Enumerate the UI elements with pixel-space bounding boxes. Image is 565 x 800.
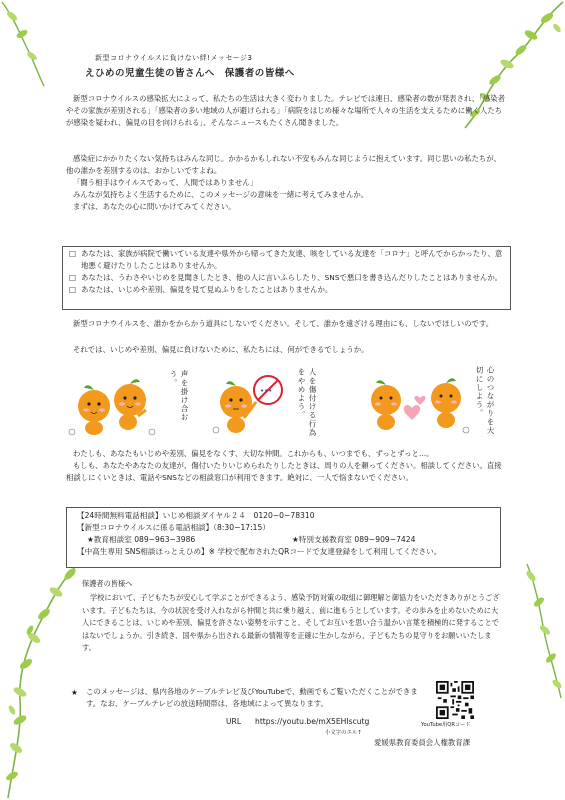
footer-star-icon: ★ [71,688,78,697]
issuer-name: 愛媛県教育委員会人権教育課 [374,738,471,747]
illustration-caption-3: 心のつながりを大切にしよう。 [475,366,495,435]
svg-text:•••: ••• [260,387,273,395]
youtube-url-link[interactable]: https://youtu.be/mX5EHIscutg [255,717,370,726]
check-item [69,272,504,284]
intro-paragraph-1: 新型コロナウイルスの感染拡大によって、私たちの生活は大きく変わりました。テレビでは連日、感染者の数が発表され、「感染者やその家族が差別される」「感染者の多い地域の人が避けられる」「病院をはじめ様々な場所で人々の生活を支えるために働く人たちが感染を疑われ、偏見の目を向けられる」、そんなニュースもたくさん聞きました。 [66,94,506,127]
mascot-pair-illustration-3 [362,368,472,440]
check-item-text: あなたは、家族が病院で働いている友達や県外から帰ってきた友達、咳をしている友達を「コロナ」と呼んでからかったり、意地悪く避けたりしたことはありませんか。 [81,249,503,270]
hotline-sns: 【中高生専用 SNS相談ほっとえひめ】※ 学校で配布されたQRコードで友達登録をして利用してください。 [77,546,442,556]
intro-paragraph-4: まずは、あなたの心に問いかけてみてください。 [73,202,236,211]
url-label: URL [226,717,242,726]
hotline-education-consultation: ★教育相談室 089−963−3986 [87,534,196,544]
hotline-covid: 【新型コロナウイルスに係る電話相談】（8:30−17:15） [77,522,270,532]
vine-top-left-decoration [0,0,70,90]
intro-paragraph-3: みんなが気持ちよく生活するために、このメッセージの意味を一緒に考えてみませんか。 [73,190,369,199]
self-check-panel [62,246,511,310]
mascot-pair-illustration-1 [64,370,164,440]
closing-paragraph-1: わたしも、あなたもいじめや差別、偏見をなくす、大切な仲間。これからも、いつまでも、ずっとずっと…。 [73,449,434,458]
hotline-panel [66,507,501,568]
closing-paragraph-2: もしも、あなたやあなたの友達が、傷付いたりいじめられたりしたときは、周りの人を頼ってください。相談してください。直接相談しにくいときは、電話やSNSなどの相談窓口が利用できます。絶対に、一人で悩まないでください。 [66,461,502,482]
vine-bottom-left-decoration [0,560,90,800]
checkbox-icon: □ [69,272,76,282]
check-item-text: あなたは、うわさやいじめを見聞きしたとき、他の人に言いふらしたり、SNSで悪口を書き込んだりしたことはありませんか。 [81,272,503,282]
illustration-caption-1: 声を掛け合おう。 [169,370,189,422]
check-item-text: あなたは、いじめや差別、偏見を見て見ぬふりをしたことはありませんか。 [81,284,333,294]
page-title: えひめの児童生徒の皆さんへ 保護者の皆様へ [85,68,295,79]
vine-bottom-right-decoration [495,560,565,700]
footer-note: このメッセージは、県内各地のケーブルテレビ及びYouTubeで、動画でもご覧いただくことができます。なお、ケーブルテレビの放送時間帯は、各地域によって異なります。 [86,687,418,708]
qr-caption: YouTube用QRコード [421,722,471,728]
url-note: 小文字のエル↑ [325,730,362,736]
intro-paragraph-2: 感染症にかかりたくない気持ちはみんな同じ。かかるかもしれない不安もみんな同じように抱えています。同じ思いの私たちが、他の誰かを差別するのは、おかしいですよね。 [66,154,502,175]
check-item [69,248,504,272]
guardians-body: 学校において、子どもたちが安心して学ぶことができるよう、感染予防対策の取組に御理解と御協力をいただきありがとうございます。子どもたちは、今の状況を受け入れながら仲間と共に乗り越え、前に進もうとしています。その歩みを止めないために大人にできることは、いじめや差別、偏見を許さない姿勢を示すこと、そしてお互いを思い合う温かい言葉を積極的に発することではないでしょうか。引き続き、国や県から出される最新の情報等を正確に生かしながら、子どもたちの見守りをお願いいたします。 [82,593,500,653]
illustration-caption-2: 人を傷付ける行為をやめよう。 [297,368,317,437]
hotline-special-support: ★特別支援教育室 089−909−7424 [292,534,416,544]
message-subtitle: 新型コロナウイルスに負けない絆!メッセージ3 [95,54,253,62]
middle-paragraph-1: 新型コロナウイルスを、誰かをからかう道具にしないでください。そして、誰かを遠ざける理由にも、しないでほしいのです。 [73,319,494,328]
intro-quote: 「闘う相手はウイルスであって、人間ではありません」 [73,178,258,187]
checkbox-icon: □ [69,284,76,294]
guardians-heading: 保護者の皆様へ [82,579,133,588]
check-item [69,284,504,296]
hotline-24h: 【24時間無料電話相談】いじめ相談ダイヤル２４ 0120−0−78310 [77,511,315,520]
middle-paragraph-2: それでは、いじめや差別、偏見に負けないために、私たちには、何ができるでしょうか。 [73,345,369,354]
checkbox-icon: □ [69,249,76,258]
mascot-illustration-2 [208,368,298,440]
youtube-qr-code-icon [436,681,474,719]
hotline-numbers-row [77,534,490,546]
